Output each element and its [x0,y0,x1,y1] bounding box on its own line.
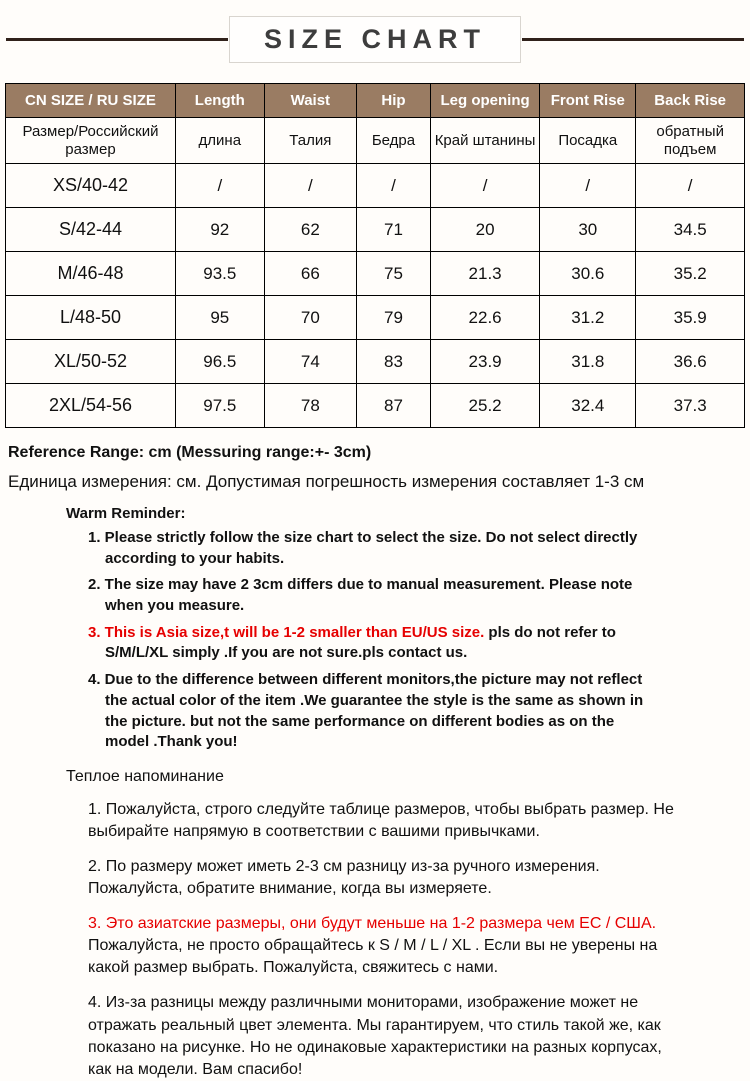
column-header-ru: обратный подъем [636,118,745,164]
table-cell: 21.3 [430,252,539,296]
table-cell: 78 [264,384,356,428]
size-cell: L/48-50 [6,296,176,340]
title-left-line [6,38,228,41]
table-row [6,252,745,296]
column-header-ru: Бедра [357,118,431,164]
table-cell: 25.2 [430,384,539,428]
table-cell: / [175,164,264,208]
asia-size-warning-ru: 3. Это азиатские размеры, они будут меньше на 1-2 размера чем ЕС / США. [88,915,657,933]
size-chart-table [5,83,745,428]
table-cell: / [357,164,431,208]
page-title: SIZE CHART [264,24,486,54]
table-row [6,340,745,384]
column-header: Hip [357,84,431,118]
column-header-ru: длина [175,118,264,164]
column-header-ru: Край штанины [430,118,539,164]
column-header-ru: Талия [264,118,356,164]
reference-range-en: Reference Range: cm (Messuring range:+- 3cm) [8,444,372,461]
table-cell: 74 [264,340,356,384]
table-cell: 35.2 [636,252,745,296]
table-cell: / [264,164,356,208]
table-cell: 34.5 [636,208,745,252]
table-cell: / [636,164,745,208]
title-right-line [522,38,744,41]
table-cell: / [430,164,539,208]
table-cell: 31.8 [540,340,636,384]
table-cell: 79 [357,296,431,340]
table-cell: 31.2 [540,296,636,340]
table-row [6,296,745,340]
warm-reminder-item-4: 4. Due to the difference between different monitors,the picture may not reflect the actual color of the item .We guarantee the style is the same as shown in the picture. but not the same performance on different bodies as on the model .Thank you! [88,671,644,751]
warm-reminder-item-1: 1. Please strictly follow the size chart to select the size. Do not select directly according to your habits. [88,529,638,567]
table-cell: 83 [357,340,431,384]
table-cell: 75 [357,252,431,296]
size-cell: 2XL/54-56 [6,384,176,428]
table-header-row-ru [6,118,745,164]
column-header: Length [175,84,264,118]
table-row [6,384,745,428]
table-cell: 30.6 [540,252,636,296]
table-cell: 30 [540,208,636,252]
table-cell: 95 [175,296,264,340]
table-row [6,208,745,252]
table-cell: 71 [357,208,431,252]
table-cell: 20 [430,208,539,252]
table-cell: 93.5 [175,252,264,296]
column-header: CN SIZE / RU SIZE [6,84,176,118]
column-header: Back Rise [636,84,745,118]
column-header: Waist [264,84,356,118]
size-cell: S/42-44 [6,208,176,252]
column-header: Leg opening [430,84,539,118]
warm-reminder-title-ru: Теплое напоминание [66,767,224,785]
table-cell: / [540,164,636,208]
warm-reminder-ru-item-3 [88,913,688,979]
title-box [229,16,521,63]
warm-reminder-ru-item-4: 4. Из-за разницы между различными мониторами, изображение может не отражать реальный цвет элемента. Мы гарантируем, что стиль такой же, как показано на рисунке. Но не одинаковые характеристики на разных корпусах, как на модели. Вам спасибо! [88,994,662,1078]
table-cell: 92 [175,208,264,252]
column-header-ru: Размер/Российский размер [6,118,176,164]
warm-reminder-ru-item-3-rest: Пожалуйста, не просто обращайтесь к S / M / L / XL . Если вы не уверены на какой размер выбрать. Пожалуйста, свяжитесь с нами. [88,937,658,977]
table-row [6,164,745,208]
column-header-ru: Посадка [540,118,636,164]
table-cell: 37.3 [636,384,745,428]
table-cell: 36.6 [636,340,745,384]
table-cell: 87 [357,384,431,428]
table-cell: 23.9 [430,340,539,384]
warm-reminder-ru-item-2: 2. По размеру может иметь 2-3 см разницу из-за ручного измерения. Пожалуйста, обратите внимание, когда вы измеряете. [88,858,600,898]
size-cell: XS/40-42 [6,164,176,208]
warm-reminder-item-2: 2. The size may have 2 3cm differs due to manual measurement. Please note when you measure. [88,576,633,615]
warm-reminder-title: Warm Reminder: [66,505,186,522]
table-cell: 35.9 [636,296,745,340]
asia-size-warning-en: 3. This is Asia size,t will be 1-2 smaller than EU/US size. [88,623,485,641]
column-header: Front Rise [540,84,636,118]
size-cell: M/46-48 [6,252,176,296]
table-header-row-en [6,84,745,118]
table-cell: 66 [264,252,356,296]
size-cell: XL/50-52 [6,340,176,384]
table-cell: 32.4 [540,384,636,428]
reference-range-ru: Единица измерения: см. Допустимая погрешность измерения составляет 1-3 см [8,472,645,491]
warm-reminder-ru-item-1: 1. Пожалуйста, строго следуйте таблице размеров, чтобы выбрать размер. Не выбирайте напрямую в соответствии с вашими привычками. [88,800,674,840]
table-cell: 62 [264,208,356,252]
table-cell: 70 [264,296,356,340]
table-cell: 97.5 [175,384,264,428]
warm-reminder-item-3 [88,623,653,664]
warm-reminder-item-3-rest: pls do not refer to S/M/L/XL simply .If you are not sure.pls contact us. [105,623,616,662]
table-cell: 96.5 [175,340,264,384]
table-cell: 22.6 [430,296,539,340]
title-band [6,16,744,63]
